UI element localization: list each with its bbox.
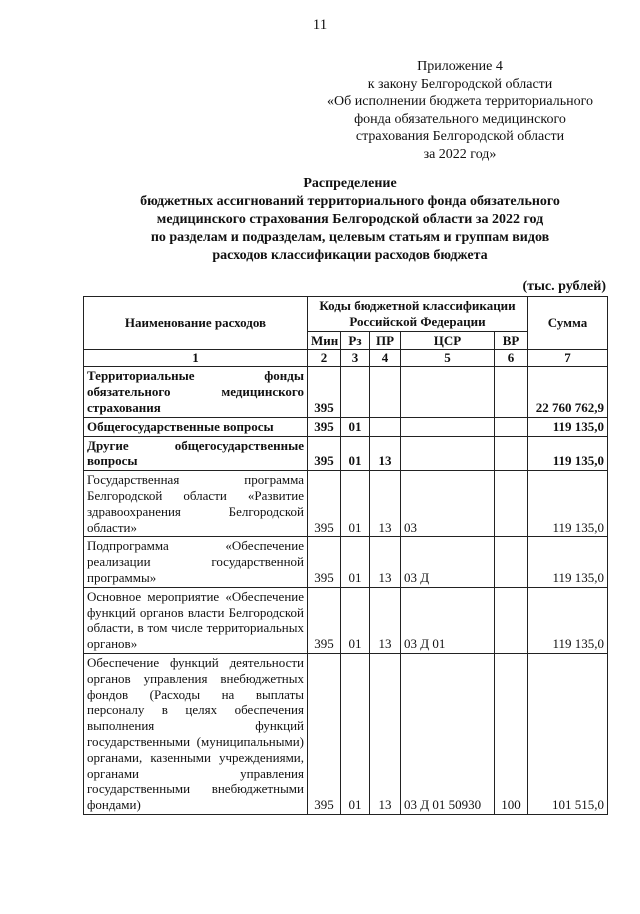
row-csr (401, 436, 495, 471)
row-name: Общегосударственные вопросы (84, 417, 308, 436)
appendix-note (300, 58, 620, 163)
title-line: медицинского страхования Белгородской области за 2022 год (156, 212, 544, 227)
row-name: Территориальные фонды обязательного медицинского страхования (84, 367, 308, 417)
row-csr: 03 Д 01 50930 (401, 653, 495, 814)
header-rz: Рз (341, 331, 370, 350)
row-sum: 119 135,0 (528, 537, 608, 587)
row-rz: 01 (341, 653, 370, 814)
column-number: 2 (308, 350, 341, 367)
table-body (84, 367, 608, 815)
row-pr: 13 (370, 653, 401, 814)
row-vr (495, 417, 528, 436)
appendix-line: «Об исполнении бюджета территориального (327, 94, 593, 109)
table-row (84, 367, 608, 417)
row-vr (495, 436, 528, 471)
header-vr: ВР (495, 331, 528, 350)
header-codes: Коды бюджетной классификации Российской Федерации (308, 297, 528, 332)
title-line: по разделам и подразделам, целевым статьям и группам видов (150, 230, 550, 245)
header-name: Наименование расходов (84, 297, 308, 350)
row-rz: 01 (341, 587, 370, 653)
header-min: Мин (308, 331, 341, 350)
column-number: 4 (370, 350, 401, 367)
row-sum: 119 135,0 (528, 471, 608, 537)
page-number: 11 (312, 17, 328, 33)
row-csr (401, 367, 495, 417)
row-name: Основное мероприятие «Обеспечение функций органов власти Белгородской области, в том числе территориальных органов» (84, 587, 308, 653)
row-sum: 22 760 762,9 (528, 367, 608, 417)
row-name: Государственная программа Белгородской области «Развитие здравоохранения Белгородской области» (84, 471, 308, 537)
header-pr: ПР (370, 331, 401, 350)
title-line: Распределение (303, 176, 397, 191)
document-title (60, 175, 640, 265)
column-number: 7 (528, 350, 608, 367)
table-row (84, 587, 608, 653)
row-sum: 101 515,0 (528, 653, 608, 814)
row-csr: 03 Д 01 (401, 587, 495, 653)
title-line: бюджетных ассигнований территориального фонда обязательного (140, 194, 560, 209)
table-row (84, 436, 608, 471)
column-number-row (84, 350, 608, 367)
row-name: Другие общегосударственные вопросы (84, 436, 308, 471)
column-number: 1 (84, 350, 308, 367)
table-row (84, 417, 608, 436)
table-row (84, 471, 608, 537)
row-name: Обеспечение функций деятельности органов управления внебюджетных фондов (Расходы на выплаты персоналу в целях обеспечения выполнения функций государственными (муниципальными) органами, казенными учреждениями, органами управления государственными внебюджетными фондами) (84, 653, 308, 814)
row-pr: 13 (370, 471, 401, 537)
row-min: 395 (308, 436, 341, 471)
column-number: 3 (341, 350, 370, 367)
appendix-line: за 2022 год» (423, 146, 497, 162)
row-min: 395 (308, 587, 341, 653)
row-rz: 01 (341, 417, 370, 436)
row-pr (370, 417, 401, 436)
row-pr (370, 367, 401, 417)
row-pr: 13 (370, 587, 401, 653)
row-min: 395 (308, 653, 341, 814)
table-row (84, 653, 608, 814)
row-vr (495, 471, 528, 537)
row-rz: 01 (341, 537, 370, 587)
row-min: 395 (308, 471, 341, 537)
header-csr: ЦСР (401, 331, 495, 350)
row-min: 395 (308, 367, 341, 417)
column-number: 5 (401, 350, 495, 367)
title-line: расходов классификации расходов бюджета (212, 248, 488, 263)
row-vr (495, 537, 528, 587)
row-pr: 13 (370, 537, 401, 587)
row-vr: 100 (495, 653, 528, 814)
row-sum: 119 135,0 (528, 417, 608, 436)
appendix-line: к закону Белгородской области (367, 76, 553, 92)
row-rz (341, 367, 370, 417)
column-number: 6 (495, 350, 528, 367)
table-row (84, 537, 608, 587)
row-rz: 01 (341, 471, 370, 537)
appendix-line: страхования Белгородской области (355, 129, 565, 144)
budget-table (83, 296, 608, 815)
row-min: 395 (308, 537, 341, 587)
row-sum: 119 135,0 (528, 436, 608, 471)
row-rz: 01 (341, 436, 370, 471)
row-pr: 13 (370, 436, 401, 471)
row-csr: 03 Д (401, 537, 495, 587)
row-vr (495, 587, 528, 653)
appendix-line: фонда обязательного медицинского (354, 111, 566, 127)
row-csr (401, 417, 495, 436)
row-name: Подпрограмма «Обеспечение реализации государственной программы» (84, 537, 308, 587)
row-min: 395 (308, 417, 341, 436)
header-sum: Сумма (528, 297, 608, 350)
appendix-line: Приложение 4 (417, 59, 503, 74)
row-vr (495, 367, 528, 417)
row-sum: 119 135,0 (528, 587, 608, 653)
row-csr: 03 (401, 471, 495, 537)
units-label: (тыс. рублей) (522, 279, 606, 294)
